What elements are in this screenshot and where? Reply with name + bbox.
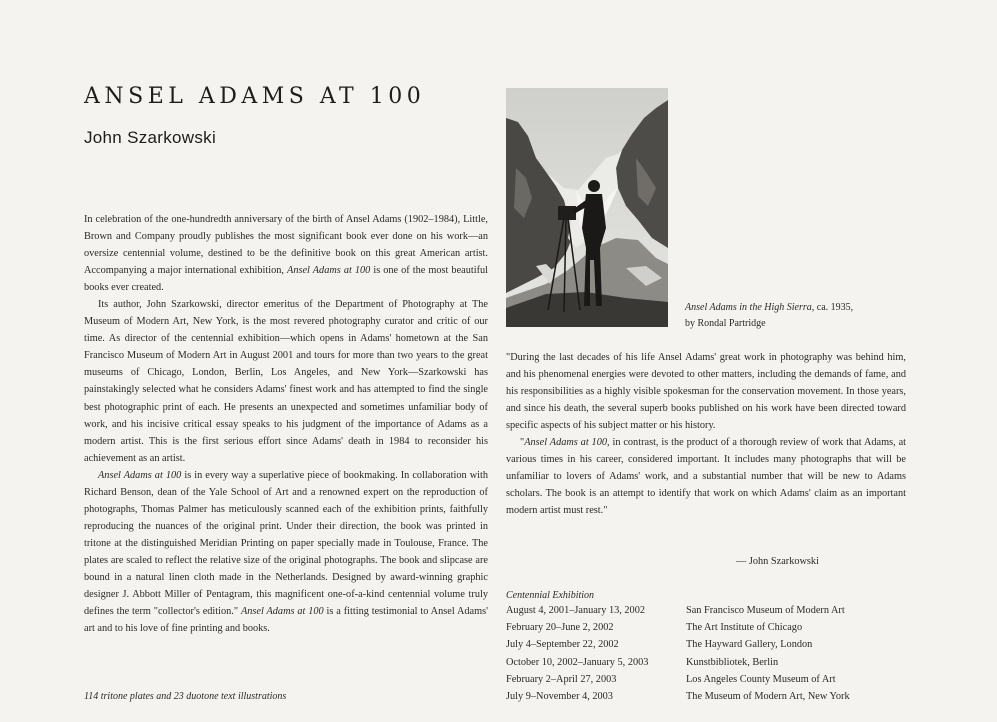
exhibition-venue: The Art Institute of Chicago (686, 622, 803, 634)
paragraph-1-text-b: is one of the most beautiful books ever created. (84, 265, 489, 294)
exhibition-venue: Los Angeles County Museum of Art (686, 673, 836, 685)
paragraph-1 (84, 211, 488, 296)
exhibition-dates: July 9–November 4, 2003 (506, 690, 613, 702)
paragraph-3 (84, 467, 488, 637)
paragraph-2: Its author, John Szarkowski, director emeritus of the Department of Photography at The Museum of Modern Art, New York, is the most revered photography curator and critic of our time. As director of the centennial exhibition—which opens in Adams' hometown at the San Francisco Museum of Modern Art in August 2001 and tours for more than two years to the great museums of Chicago, London, Berlin, Los Angeles, and New York—Szarkowski has painstakingly selected what he considers Adams' finest work and has attempted to find the single best photographic print of each. He presents an unexpected and sometimes unfamiliar body of work, and his incisive critical essay speaks to his judgment of the importance of Adams as a modern artist. This is the first serious effort since Adams' death in 1984 to reconsider his achievement as an artist. (84, 299, 488, 464)
exhibition-venue: The Museum of Modern Art, New York (686, 690, 850, 702)
book-title-ref: Ansel Adams at 100 (240, 606, 324, 618)
exhibition-row (506, 639, 850, 656)
exhibition-venue: San Francisco Museum of Modern Art (686, 605, 845, 616)
description-text (84, 211, 488, 637)
exhibition-row (506, 605, 850, 622)
author-name: John Szarkowski (84, 128, 217, 147)
exhibition-dates: July 4–September 22, 2002 (506, 639, 619, 651)
book-title-ref: Ansel Adams at 100 (287, 265, 371, 277)
paragraph-3-text-d: is a fitting testimonial to Ansel Adams' art and to his love of fine printing and books. (84, 606, 489, 635)
exhibition-dates: February 2–April 27, 2003 (506, 673, 617, 685)
exhibition-dates: February 20–June 2, 2002 (506, 622, 614, 634)
exhibition-row (506, 657, 850, 674)
exhibition-dates: October 10, 2002–January 5, 2003 (506, 656, 649, 668)
exhibition-row (506, 691, 850, 708)
exhibition-venue: The Hayward Gallery, London (686, 639, 813, 651)
exhibition-dates: August 4, 2001–January 13, 2002 (506, 605, 645, 616)
exhibition-venue: Kunstbibliotek, Berlin (686, 656, 779, 668)
quote-open-mark: " (520, 437, 525, 449)
caption-credit: by Rondal Partridge (685, 318, 766, 329)
plates-note: 114 tritone plates and 23 duotone text illustrations (84, 691, 287, 702)
book-title-ref: Ansel Adams at 100 (98, 469, 182, 481)
ansel-adams-photo (506, 88, 668, 327)
caption-date: , ca. 1935, (811, 302, 854, 313)
exhibition-row (506, 674, 850, 691)
exhibition-row (506, 622, 850, 639)
book-title-ref: Ansel Adams at 100 (524, 437, 608, 449)
page-title: ANSEL ADAMS AT 100 (84, 84, 426, 109)
exhibition-schedule (506, 605, 850, 708)
paragraph-3-text-b: is in every way a superlative piece of bookmaking. In collaboration with Richard Benson, dean of the Yale School of Art and a renowned expert on the reproduction of photographs, Thomas Palmer has meticulously scanned each of the exhibition prints, faithfully reproducing the nuances of the original print. Under their direction, the book was printed in tritone at the distinguished Meridian Printing on paper specially made in Toulouse, France. The plates are scaled to reflect the relative size of the original photographs. The book and slipcase are bound in a natural linen cloth made in the Netherlands. Designed by award-winning graphic designer J. Abbott Miller of Pentagram, this magnificent one-of-a-kind centennial volume truly defines the term "collector's edition." (84, 469, 489, 618)
photo-caption (685, 300, 853, 332)
exhibition-heading: Centennial Exhibition (506, 590, 595, 601)
caption-line-1 (685, 300, 853, 316)
quote-paragraph-1: "During the last decades of his life Ansel Adams' great work in photography was behind him, and his phenomenal energies were devoted to other matters, including the demands of fame, and his responsibilities as a highly visible spokesman for the conservation movement. In those years, and since his death, the several superb books published on his work have been directed toward specific aspects of his subject matter or his history. (506, 352, 906, 432)
photo-illustration (506, 88, 668, 327)
quote-signature: — John Szarkowski (736, 556, 819, 567)
quote-paragraph-2-text: , in contrast, is the product of a thorough review of work that Adams, at various times in his career, considered important. It includes many photographs that will be unfamiliar to lovers of Adams' work, and a substantial number that will be new to Adams scholars. The book is an attempt to identify that work on which Adams' claim as an important modern artist must rest." (506, 437, 906, 517)
caption-title: Ansel Adams in the High Sierra (685, 302, 812, 313)
quote-block (506, 349, 906, 519)
paragraph-1-text-a: In celebration of the one-hundredth anniversary of the birth of Ansel Adams (1902–1984), Little, Brown and Company proudly publishes the most significant book ever done on his work—an oversize centennial volume, destined to be the definitive book on this great American artist. Accompanying a major international exhibition, (84, 214, 488, 277)
quote-paragraph-2 (506, 434, 906, 519)
